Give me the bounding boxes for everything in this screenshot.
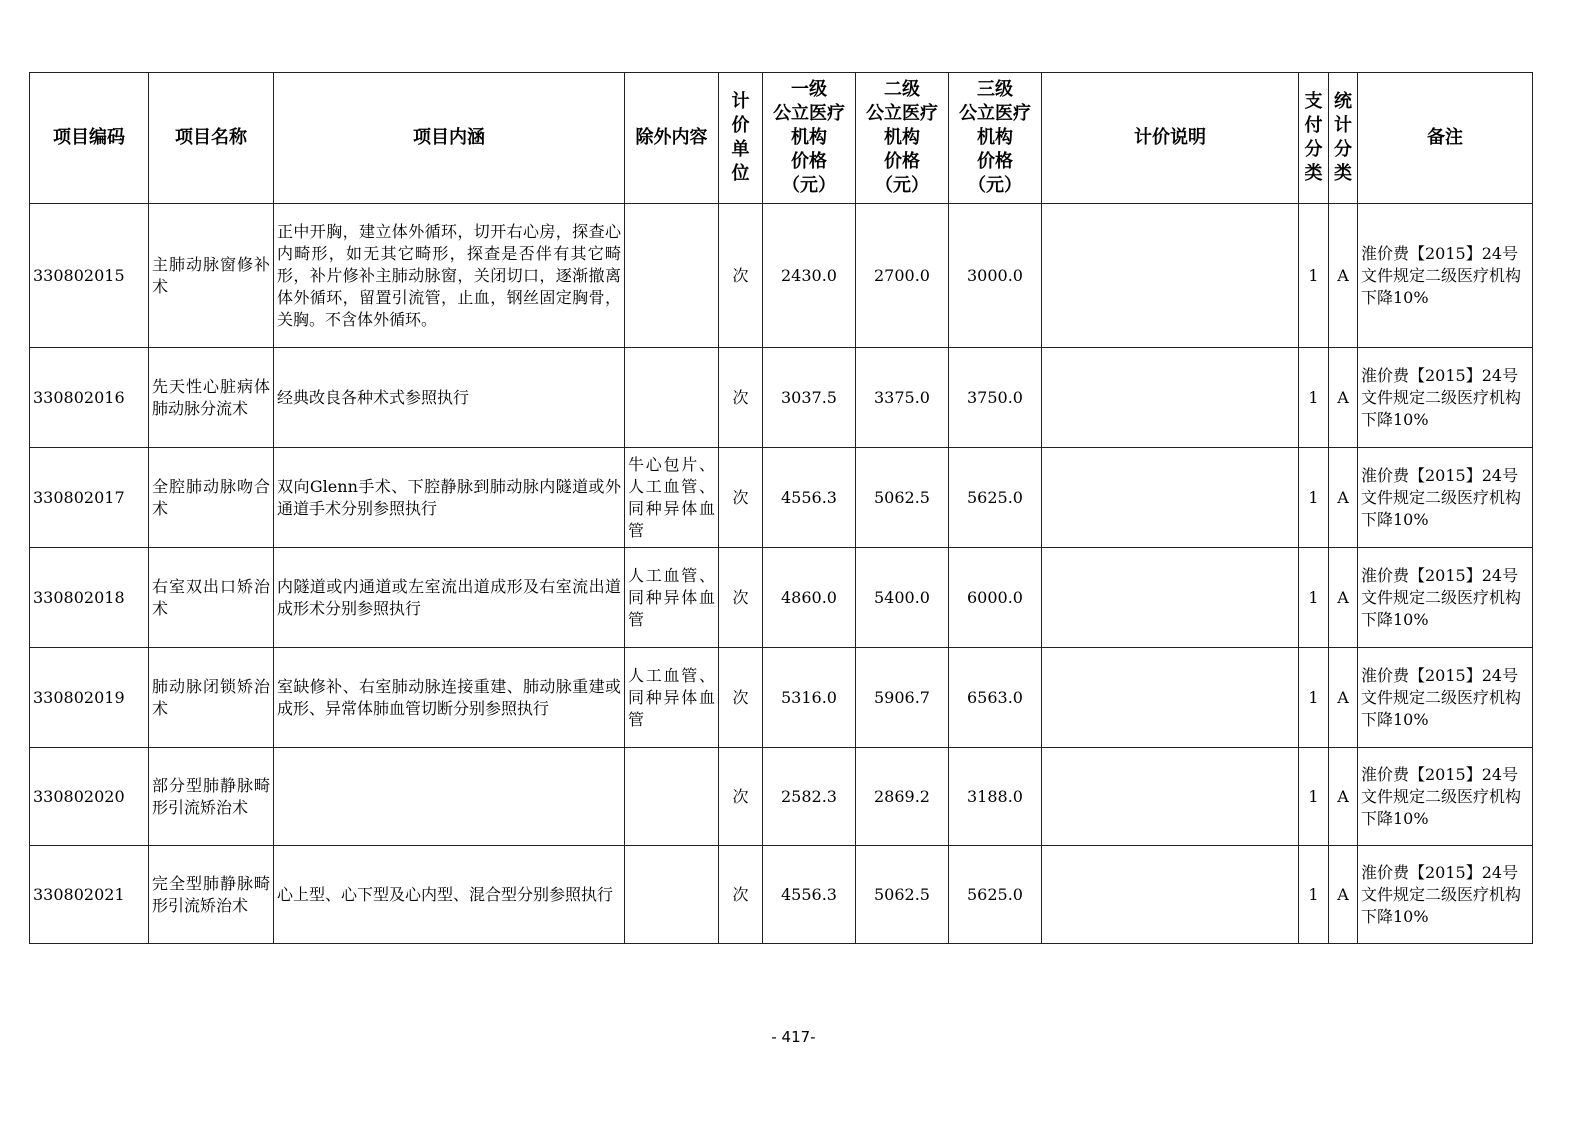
item-name: 肺动脉闭锁矫治术 bbox=[149, 648, 274, 748]
item-content: 室缺修补、右室肺动脉连接重建、肺动脉重建或成形、异常体肺血管切断分别参照执行 bbox=[274, 648, 625, 748]
item-pricing-note bbox=[1042, 204, 1299, 348]
item-name: 全腔肺动脉吻合术 bbox=[149, 448, 274, 548]
item-price-level3: 3188.0 bbox=[949, 748, 1042, 846]
page-number: - 417- bbox=[771, 1028, 816, 1046]
item-exclusion: 人工血管、同种异体血管 bbox=[625, 648, 719, 748]
header-level2-price bbox=[856, 73, 949, 204]
item-price-level2: 2869.2 bbox=[856, 748, 949, 846]
item-pay-class: 1 bbox=[1299, 846, 1329, 944]
item-content: 正中开胸，建立体外循环，切开右心房，探查心内畸形，如无其它畸形，探查是否伴有其它畸形，补片修补主肺动脉窗，关闭切口，逐渐撤离体外循环，留置引流管，止血，钢丝固定胸骨，关胸。不含体外循环。 bbox=[274, 204, 625, 348]
item-unit: 次 bbox=[719, 204, 763, 348]
item-stat-class: A bbox=[1329, 648, 1358, 748]
item-stat-class: A bbox=[1329, 846, 1358, 944]
item-exclusion: 牛心包片、人工血管、同种异体血管 bbox=[625, 448, 719, 548]
item-price-level1: 4860.0 bbox=[763, 548, 856, 648]
item-pay-class: 1 bbox=[1299, 648, 1329, 748]
item-pay-class: 1 bbox=[1299, 448, 1329, 548]
item-unit: 次 bbox=[719, 348, 763, 448]
item-unit: 次 bbox=[719, 846, 763, 944]
table-row bbox=[30, 748, 1533, 846]
item-remark: 淮价费【2015】24号文件规定二级医疗机构下降10% bbox=[1358, 648, 1533, 748]
item-pay-class: 1 bbox=[1299, 348, 1329, 448]
table-row bbox=[30, 348, 1533, 448]
item-unit: 次 bbox=[719, 748, 763, 846]
header-level3-text: 三级 公立医疗 机构 价格 （元） bbox=[959, 79, 1031, 196]
item-exclusion bbox=[625, 748, 719, 846]
item-price-level3: 5625.0 bbox=[949, 846, 1042, 944]
header-pay-class bbox=[1299, 73, 1329, 204]
item-remark: 淮价费【2015】24号文件规定二级医疗机构下降10% bbox=[1358, 548, 1533, 648]
item-remark: 淮价费【2015】24号文件规定二级医疗机构下降10% bbox=[1358, 348, 1533, 448]
header-stat-class bbox=[1329, 73, 1358, 204]
table-row bbox=[30, 846, 1533, 944]
header-unit-text: 计价单位 bbox=[731, 91, 750, 184]
header-unit bbox=[719, 73, 763, 204]
item-code: 330802016 bbox=[30, 348, 149, 448]
item-price-level1: 2582.3 bbox=[763, 748, 856, 846]
item-content: 心上型、心下型及心内型、混合型分别参照执行 bbox=[274, 846, 625, 944]
item-stat-class: A bbox=[1329, 548, 1358, 648]
item-exclusion bbox=[625, 846, 719, 944]
item-name: 主肺动脉窗修补术 bbox=[149, 204, 274, 348]
header-name: 项目名称 bbox=[149, 73, 274, 204]
item-unit: 次 bbox=[719, 648, 763, 748]
item-pricing-note bbox=[1042, 448, 1299, 548]
item-name: 完全型肺静脉畸形引流矫治术 bbox=[149, 846, 274, 944]
item-pricing-note bbox=[1042, 846, 1299, 944]
item-stat-class: A bbox=[1329, 204, 1358, 348]
item-remark: 淮价费【2015】24号文件规定二级医疗机构下降10% bbox=[1358, 748, 1533, 846]
item-content bbox=[274, 748, 625, 846]
item-remark: 淮价费【2015】24号文件规定二级医疗机构下降10% bbox=[1358, 846, 1533, 944]
header-level1-price bbox=[763, 73, 856, 204]
item-price-level2: 2700.0 bbox=[856, 204, 949, 348]
item-content: 经典改良各种术式参照执行 bbox=[274, 348, 625, 448]
item-exclusion bbox=[625, 204, 719, 348]
table-row bbox=[30, 548, 1533, 648]
item-price-level3: 6563.0 bbox=[949, 648, 1042, 748]
table-row bbox=[30, 204, 1533, 348]
item-stat-class: A bbox=[1329, 448, 1358, 548]
item-stat-class: A bbox=[1329, 348, 1358, 448]
item-price-level3: 3750.0 bbox=[949, 348, 1042, 448]
item-code: 330802015 bbox=[30, 204, 149, 348]
item-name: 先天性心脏病体肺动脉分流术 bbox=[149, 348, 274, 448]
item-remark: 淮价费【2015】24号文件规定二级医疗机构下降10% bbox=[1358, 204, 1533, 348]
item-price-level2: 5906.7 bbox=[856, 648, 949, 748]
header-pay-class-text: 支付分类 bbox=[1304, 91, 1323, 184]
header-level1-text: 一级 公立医疗 机构 价格 （元） bbox=[773, 79, 845, 196]
item-price-level1: 5316.0 bbox=[763, 648, 856, 748]
item-pricing-note bbox=[1042, 548, 1299, 648]
item-unit: 次 bbox=[719, 548, 763, 648]
item-price-level1: 4556.3 bbox=[763, 846, 856, 944]
header-remark: 备注 bbox=[1358, 73, 1533, 204]
item-pay-class: 1 bbox=[1299, 548, 1329, 648]
header-exclusion: 除外内容 bbox=[625, 73, 719, 204]
header-content: 项目内涵 bbox=[274, 73, 625, 204]
item-remark: 淮价费【2015】24号文件规定二级医疗机构下降10% bbox=[1358, 448, 1533, 548]
item-unit: 次 bbox=[719, 448, 763, 548]
header-level3-price bbox=[949, 73, 1042, 204]
item-code: 330802017 bbox=[30, 448, 149, 548]
item-price-level1: 2430.0 bbox=[763, 204, 856, 348]
item-price-level2: 5062.5 bbox=[856, 448, 949, 548]
item-price-level1: 4556.3 bbox=[763, 448, 856, 548]
item-code: 330802019 bbox=[30, 648, 149, 748]
table-row bbox=[30, 448, 1533, 548]
item-price-level2: 5062.5 bbox=[856, 846, 949, 944]
price-table bbox=[29, 72, 1533, 944]
header-level2-text: 二级 公立医疗 机构 价格 （元） bbox=[866, 79, 938, 196]
table-row bbox=[30, 648, 1533, 748]
header-pricing-note: 计价说明 bbox=[1042, 73, 1299, 204]
item-code: 330802021 bbox=[30, 846, 149, 944]
header-stat-class-text: 统计分类 bbox=[1334, 91, 1352, 184]
item-pay-class: 1 bbox=[1299, 204, 1329, 348]
item-code: 330802020 bbox=[30, 748, 149, 846]
item-pay-class: 1 bbox=[1299, 748, 1329, 846]
item-pricing-note bbox=[1042, 348, 1299, 448]
item-price-level3: 3000.0 bbox=[949, 204, 1042, 348]
header-code: 项目编码 bbox=[30, 73, 149, 204]
item-price-level2: 5400.0 bbox=[856, 548, 949, 648]
item-name: 部分型肺静脉畸形引流矫治术 bbox=[149, 748, 274, 846]
item-price-level1: 3037.5 bbox=[763, 348, 856, 448]
item-content: 双向Glenn手术、下腔静脉到肺动脉内隧道或外通道手术分别参照执行 bbox=[274, 448, 625, 548]
item-pricing-note bbox=[1042, 748, 1299, 846]
item-price-level3: 5625.0 bbox=[949, 448, 1042, 548]
item-pricing-note bbox=[1042, 648, 1299, 748]
item-exclusion: 人工血管、同种异体血管 bbox=[625, 548, 719, 648]
header-row bbox=[30, 73, 1533, 204]
item-name: 右室双出口矫治术 bbox=[149, 548, 274, 648]
item-price-level3: 6000.0 bbox=[949, 548, 1042, 648]
item-stat-class: A bbox=[1329, 748, 1358, 846]
item-code: 330802018 bbox=[30, 548, 149, 648]
item-price-level2: 3375.0 bbox=[856, 348, 949, 448]
item-content: 内隧道或内通道或左室流出道成形及右室流出道成形术分别参照执行 bbox=[274, 548, 625, 648]
item-exclusion bbox=[625, 348, 719, 448]
